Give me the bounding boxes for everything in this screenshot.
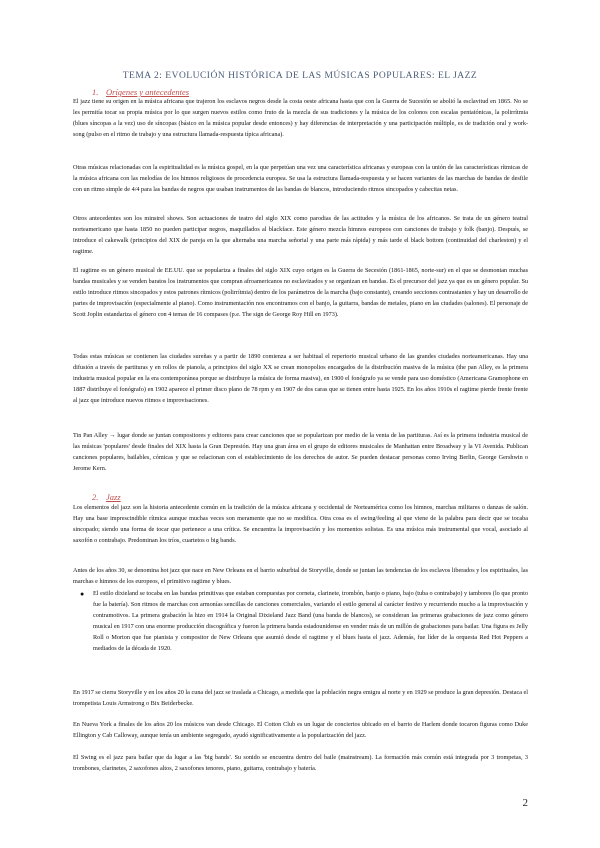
paragraph-tin-pan-alley: Tin Pan Alley → lugar donde se juntan compositores y editores para crear canciones que se popularizan por medio de la venta de las partituras. Así es la primera industria musical de las músicas 'populares' desde finales del XIX hasta la Gran Depresión. Hay una gran área en el grupo de editores musicales de Manhattan entre Broadway y la VI Avenida. Publican canciones populares, bailables, cómicas y que se relacionan con el establecimiento de los derechos de autor. Se pueden destacar personas como Irving Berlin, George Gershwin o Jerome Kern.: [73, 432, 528, 472]
bullet-icon: ●: [80, 590, 85, 598]
section-heading-origins: [92, 87, 189, 97]
paragraph-origins: El jazz tiene su origen en la música africana que trajeron los esclavos negros desde la costa oeste africana hasta que con la Guerra de Sucesión se abolió la esclavitud en 1865. No se les permitía tocar su propia música por lo que surgen nuevos estilos como fruto de la mezcla de sus tradiciones y la música de los colonos con escalas pentatónicas, la polirrítmia (blues síncopas a la vez) uso de síncopas (básico en la música popular desde entonces) y hay diferencias de interpretación y una participación múltiple, es de tradición oral y work-song (pulso en el ritmo de trabajo y una estructura llamada-respuesta típica africana).: [73, 98, 528, 138]
section-title: Orígenes y antecedentes: [106, 87, 190, 97]
paragraph-gospel: Otras músicas relacionadas con la espiritualidad es la música gospel, en la que perpetúan una vez una característica africanas y europeas con la unión de las características rítmicas de la música africana con las melodías de los himnos religiosos de procedencia europea. Se usa la estructura llamada-respuesta y se hacen variantes de las marchas de bandas de desfile con un ritmo simple de 4/4 para las bandas de negros que usaban instrumentos de las bandas de blancos, introduciendo ritmos sincopados y cabecitas netas.: [73, 164, 528, 193]
section-number: 2.: [92, 492, 99, 502]
paragraph-hot-jazz: Antes de los años 30, se denomina hot jazz que nace en New Orleans en el barrio suburbial de Storyville, donde se juntan las tendencias de los esclavos liberados y los espirituales, las marchas e himnos de los europeos, el primitivo ragtime y blues.: [73, 567, 528, 585]
section-title: Jazz: [106, 492, 121, 502]
page-title: TEMA 2: EVOLUCIÓN HISTÓRICA DE LAS MÚSICAS POPULARES: EL JAZZ: [122, 71, 478, 81]
paragraph-jazz-elements: Los elementos del jazz son la historia antecedente común en la tradición de la música africana y occidental de Norteamérica como los himnos, marchas militares o danzas de salón. Hay una base imprescindible rítmica aunque muchas veces son meramente que no se modifica. Otra cosa es el swing/feeling al que viene de la palabra para decir que se tocaba sincopado; siendo una forma de tocar que pertenece a una crítica. Se encuentra la improvisación y los momentos solistas. Es una música más instrumental que vocal, asociado al saxofón o contrabajo. Predominan los tríos, cuartetos o big bands.: [73, 504, 528, 544]
page-number: 2: [522, 797, 528, 809]
section-number: 1.: [92, 87, 99, 97]
paragraph-chicago: En 1917 se cierra Storyville y en los años 20 la cuna del jazz se traslada a Chicago, a medida que la población negra emigra al norte y en 1929 se produce la gran depresión. Destaca el trompetista Louis Armstrong o Bix Beiderbecke.: [73, 689, 528, 707]
paragraph-ragtime: El ragtime es un género musical de EE.UU. que se populariza a finales del siglo XIX cuyo origen es la Guerra de Secesión (1861-1865, norte-sur) en el que se desmontan muchas bandas musicales y se venden baratos los instrumentos que compran afroamericanos no esclavizados y se organizan en bandas. Es el precursor del jazz ya que es un género popular. Su estilo introduce ritmos sincopados y estos patrones rítmicos (polirrítmia) dentro de los parámetros de la marcha (bajo constante), creando secciones contrastantes y hay un desarrollo de partes de improvisación (especialmente al piano). Como instrumentación nos encontramos con el banjo, la guitarra, bandas de metales, piano en las ciudades (salones). El personaje de Scott Joplin estandariza el género con 4 temas de 16 compases (p.e. The sign de George Roy Hill en 1973).: [73, 267, 528, 318]
paragraph-swing: El Swing es el jazz para bailar que da lugar a las 'big bands'. Su sonido se encuentra dentro del baile (mainstream). La formación más común está integrada por 3 trompetas, 3 trombones, clarinetes, 2 saxofones altos, 2 saxofones tenores, piano, guitarra, contrabajo y batería.: [73, 754, 528, 772]
paragraph-dixieland: El estilo dixieland se tocaba en las bandas primitivas que estaban compuestas por corneta, clarinete, trombón, banjo o piano, bajo (tuba o contrabajo) y tambores (lo que pronto fue la batería). Son ritmos de marchas con armonías sencillas de canciones comerciales, variando el estilo general al carácter festivo y recurriendo mucho a la improvisación y contramotivos. La primera grabación la hizo en 1914 la Original Dixieland Jazz Band (una banda de blancos), se consideran las primeras grabaciones de jazz como género musical en 1917 con una enorme producción discográfica y fueron la primera banda estadounidense en vender más de un millón de grabaciones para bailar. Una figura es Jelly Roll o Morton que fue pianista y compositor de New Orleans que asumió desde el ragtime y el blues hasta el jazz. Además, fue líder de la orquesta Red Hot Peppers a mediados de la década de 1920.: [93, 590, 528, 652]
section-heading-jazz: [92, 492, 121, 502]
paragraph-new-york: En Nueva York a finales de los años 20 los músicos van desde Chicago. El Cotton Club es un lugar de conciertos ubicado en el barrio de Harlem donde tocaron figuras como Duke Ellington y Cab Calloway, aunque tenía un ambiente segregado, ayudó significativamente a la popularización del jazz.: [73, 721, 528, 739]
paragraph-minstrel: Otros antecedentes son los minstrel shows. Son actuaciones de teatro del siglo XIX como parodias de las actitudes y la música de los africanos. Se trata de un género teatral norteamericano que hasta 1850 no pueden participar negros, maquillados al blackface. Este género mezcla himnos europeos con canciones de trabajo y folk (banjo). Después, se introduce el cakewalk (principios del XIX de pareja en la que alternaba una marcha señorial y una parte más rápida) y más tarde el black bottom (continuidad del charleston) y el ragtime.: [73, 215, 528, 255]
paragraph-industry: Todas estas músicas se contienen las ciudades sureñas y a partir de 1890 comienza a ser habitual el repertorio musical urbano de las grandes ciudades norteamericanas. Hay una difusión a través de partituras y en rollos de pianola, a principios del siglo XX se crean monopolios encargados de la distribución masiva de la música (the pan Alley, es la primera industria musical popular en la era contemporánea porque se distribuye la música de forma masiva), en 1900 el fonógrafo ya se vende para uso doméstico (Americana Gramophone en 1887 distribuye el fonógrafo) en 1902 aparece el primer disco plano de 78 rpm y en 1907 de dos caras que se tienen entre hasta 1925. En los años 1910s el ragtime pierde frente frente al jazz que introduce nuevos ritmos e improvisaciones.: [73, 353, 528, 404]
